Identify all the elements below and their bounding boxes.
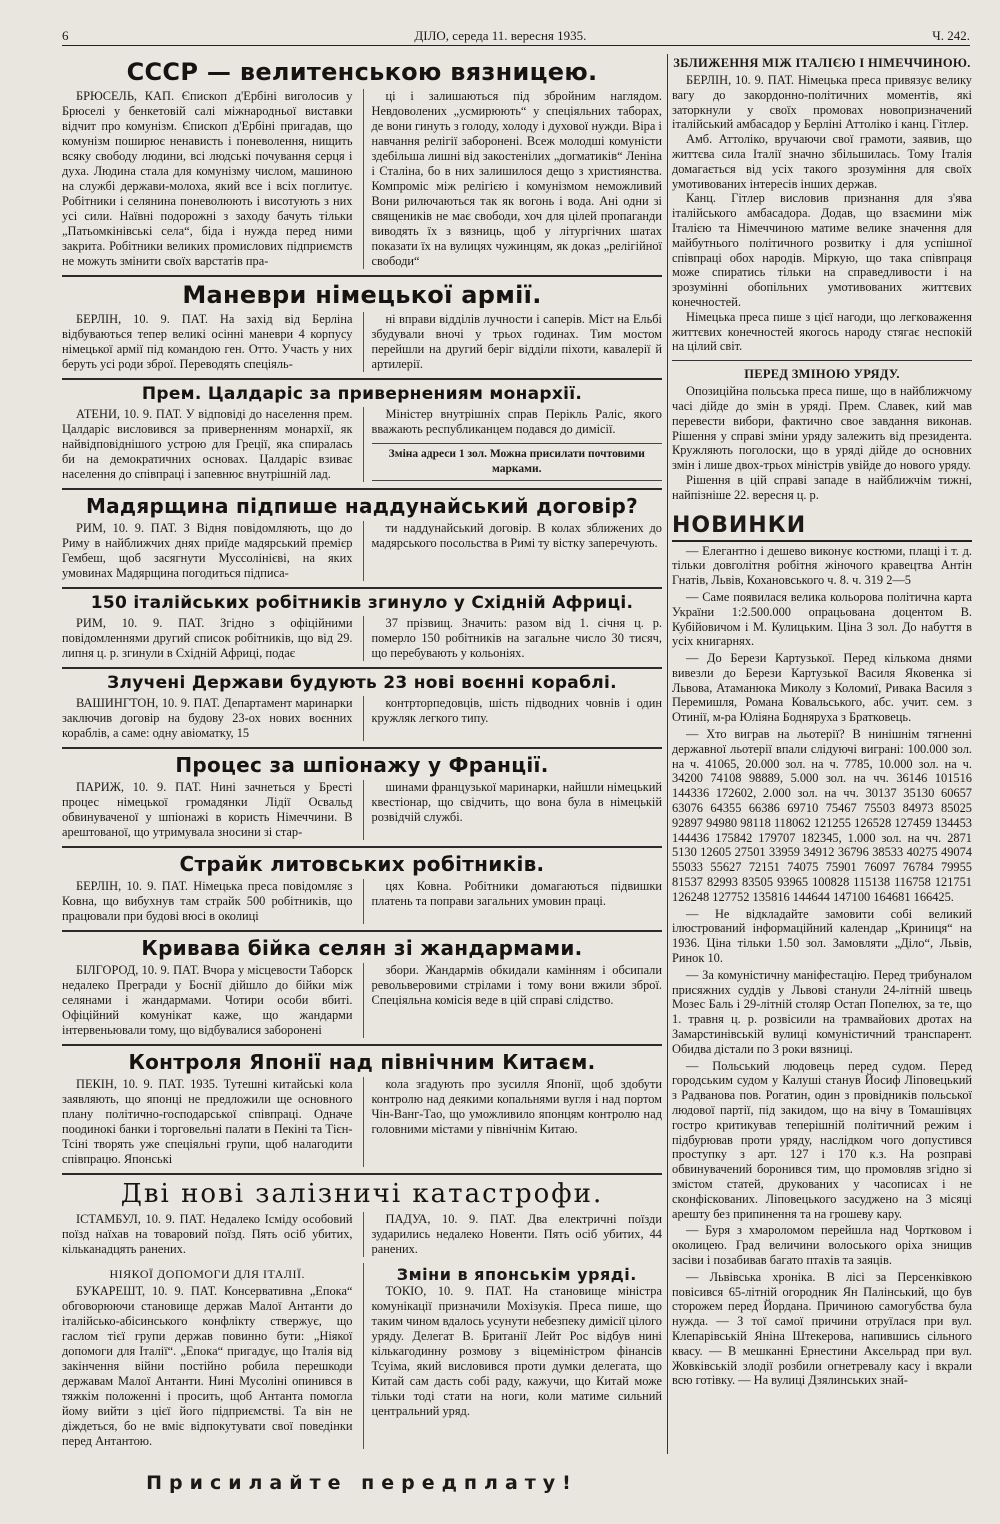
header-rule [62,45,970,46]
article-title: ПЕРЕД ЗМІНОЮ УРЯДУ. [744,367,900,382]
subscription-note: Зміна адреси 1 зол. Можна присилати почтовими марками. [372,443,663,481]
article [62,1179,662,1257]
article-text: контрторпедовців, шість підводних човнів і один кружляк легкого типу. [371,696,662,725]
news-item: — До Берези Картузької. Перед кількома днями вивезли до Берези Картузької Василя Яковенка зі Львова, Атаманюка Миколу з Коломиї, Ривака Василя з Перемишля, Романа Ковальського, абс. учит. сем. з Отинії, м-ра Юліяна Бодняруха з Братковець. [672,651,972,725]
divider [62,378,662,380]
article-title: Мадярщина підпише наддунайський договір? [85,494,639,518]
article-title: Страйк литовських робітників. [179,852,545,876]
issue-number: Ч. 242. [932,28,970,43]
article-title: Контроля Японії над північним Китаєм. [128,1050,596,1074]
article-text: Рішення в цій справі западе в найближчім тижні, найпізніше 22. вересня ц. р. [672,472,972,502]
article-text: Канц. Гітлер висловив признання для з'ява італійського амбасадора. Додав, що взаємини між Італією та Німеччиною матиме велике значення для майбутнього політичного розвитку і для успішної співпраці обох народів. Міркую, що така співпраця може спиратись тільки на справедливости і на зрозумінні обопільних умотивованих життєвих конечностей. [672,191,972,309]
article [62,58,662,269]
article-title: СССР — велитенською вязницею. [126,58,598,86]
article-title: Процес за шпіонажу у Франції. [175,753,549,777]
article-text: БЕРЛІН, 10. 9. ПАТ. Німецька преса повідомляє з Ковна, що вибухнув там страйк 500 робітників, що працювали при будові вюсі в околиці [62,879,353,923]
divider [62,667,662,669]
news-item: — Львівська хроніка. В лісі за Персенківкою повісився 65-літній огородник Ян Палінський, що був сторожем перед Йордана. Причиною самогубства була нужда. — З тої самої причини отруїлася при вул. Клепарівській Яніна Штекерова, напившись сільного квасу. — В мешканні Ернестини Аксельрад при вул. Жовківській злодії розбили огнетревалу касу і вкрали всю готівку. — На вулиці Дзялинських знай- [672,1269,972,1388]
article-text: ПЕКІН, 10. 9. ПАТ. 1935. Тутешні китайські кола заявляють, що японці не предложили ще основного плану політично-господарської співпраці. Одначе поодинокі банки і торговельні палати в Пекіні та Тієн-Тсіні творять уже спеціяльні групи, щоб налагодити співпрацю. Японські [62,1077,353,1166]
article-text: БУКАРЕШТ, 10. 9. ПАТ. Консервативна „Епока“ обговорюючи становище держав Малої Антанти до італійсько-абісинського конфлікту ствержує, що гаслом тієї групи держав повинно бути: „Ніякої допомоги для Італії“. „Епока“ пригадує, що Італія від закінчення війни постійно робила перешкоди державам Малої Антанти. Нині Мусоліні опинився в тяжкім положенні і просить, щоб Антанта помогла йому вийти з цієї його підприємстві. Та він не діждеться, бо не вміє відпокутувати свої поведінки перед Антантою. [62,1284,353,1448]
article-title: Дві нові залізничі катастрофи. [120,1179,604,1209]
news-item: — Елегантно і дешево виконує костюми, плащі і т. д. тільки довголітня робітня жіночого кравецтва Антін Гнатів, Львів, Кохановського ч. 8. ч. 319 2—5 [672,543,972,588]
side-column [672,54,972,1388]
divider [672,360,972,361]
divider [62,587,662,589]
article-text: збори. Жандармів обкидали камінням і обсипали револьверовими стрілами і тому вони вжили зброї. Спеціяльна комісія веде в цій справі слідство. [371,963,662,1007]
article [62,494,662,581]
page-header [62,28,970,44]
article-text: ці і залишаються під збройним наглядом. Невдоволених „усмирюють“ у спеціяльних таборах, де вони гинуть з голоду, холоду і духової нужди. Віра і навчання релігії заборонені. Всеж молодші комуністи здебільша лишні від закостенілих „догматиків“ Леніна і Сталіна, бо в них залишилося дещо з християнства. Компроміс між релігією і комунізмом неможливий Вони рилючаються так як вогонь і вода. Ані одни зі священиків не має свободи, хоч для цілей пропаганди виводять їх з вязниць, щоб у літургічних шатах показати їх на вулицях чужинцям, як доказ „релігійної свободи“ [371,89,662,268]
article-title: Кривава бійка селян зі жандармами. [141,936,583,960]
main-column [62,54,662,1449]
article-title: Злучені Держави будують 23 нові воєнні кораблі. [107,673,617,693]
article-text: БРЮСЕЛЬ, КАП. Єпископ д'Ербіні виголосив у Брюселі у бенкетовій салі міжнародньої виставки відчит про комунізм. Єпископ д'Ербіні пригадав, що комунізм поширює ненависть і поневолення, нищить всяку свободу людини, всі людські почування серця і духа. Людина стала для комунізму числом, машиною на службі держави-молоха, який все і всіх поглитує. Робітники і селянина поневолюють і висотують з них усі сили. Наївні подорожні з заходу бачуть тільки „Патьомкінівські села“, біда і нужда перед ними закрита. Робітники великих промислових підприємств не можуть змінити своїх варстатів пра- [62,89,353,268]
article-text: ПАРИЖ, 10. 9. ПАТ. Нині зачнеться у Бресті процес німецької громадянки Лідії Освальд обвинуваченої у шпіонажі в користь Німеччини. В арештованої, що утримувала зносини зі стар- [62,780,353,839]
article-text: ПАДУА, 10. 9. ПАТ. Два електричні поїзди зударились недалеко Новенти. Пять осіб убитих, 44 ранених. [371,1212,662,1256]
article-text: Амб. Аттоліко, вручаючи свої грамоти, заявив, що життєва сила Італії значно збільшилась. Тому Італія домагається від усіх такого зрозуміння для своїх умотивованих інтересів інших держав. [672,132,972,191]
article [62,852,662,924]
news-item: — Саме появилася велика кольорова політична карта України 1:2.500.000 опрацьована доцентом В. Кубійовичом і М. Кулицьким. Ціна 3 зол. До набуття в усіх книгарнях. [672,589,972,649]
article-text: ТОКІО, 10. 9. ПАТ. На становище міністра комунікації призначили Мохізукія. Преса пише, що таким чином вдалось усунути небезпеку димісії цілого уряду. Делегат В. Британії Лейт Рос відбув нині кількагодинну розмову з віцеміністром фінансів Тсуіма, який висловився проти думки делегата, що Китай сам дасть собі раду, кажучи, що Китай може тільки тоді стати на ноги, коли матиме сильний центральний уряд. [371,1284,662,1418]
article-text: ІСТАМБУЛ, 10. 9. ПАТ. Недалеко Ісміду особовий поїзд наїхав на товаровий поїзд. Пять осіб убитих, кільканадцять ранених. [62,1212,353,1256]
article-text: ти наддунайський договір. В колах зближених до мадярського посольства в Римі ту вістку заперечують. [371,521,662,550]
article-text: РИМ, 10. 9. ПАТ. Згідно з офіційними повідомленнями другий список робітників, що від 29. липня ц. р. згинули в Східній Африці, подає [62,616,353,660]
article [62,1050,662,1167]
article-title: Зміни в японськім уряді. [396,1265,637,1284]
lower-articles [62,1263,662,1449]
article-text: АТЕНИ, 10. 9. ПАТ. У відповіді до населення прем. Цалдаріс висловився за приверненням монархії, як найвідповіднішого устрою для Греції, яка спиралась би на демократичних основах. Цалдаріс взиває населення до співпраці і запевнює внутрішній лад. [62,407,353,481]
article-title: Прем. Цалдаріс за привернениям монархії. [141,384,583,404]
article-text: кола згадують про зусилля Японії, щоб здобути контролю над деякими копальнями вугля і над портом Чін-Ванг-Тао, що уможливило японцям контролю над головними містами у північнім Китаю. [371,1077,662,1136]
article-text: РИМ, 10. 9. ПАТ. З Відня повідомляють, що до Риму в найближчих днях приїде мадярський премієр Гембеш, щоб засягнути Муссолінієві, на яких умовинах Мадярщина погодиться підписа- [62,521,353,580]
divider [62,1173,662,1175]
article-text: 37 прізвищ. Значить: разом від 1. січня ц. р. померло 150 робітників на загальне число 30 тисяч, що перебувають у кольоніях. [371,616,662,660]
divider [62,488,662,490]
article-text: шинами французької маринарки, найшли німецький квестіонар, що свідчить, що вона була в німецькій розвідчій службі. [371,780,662,824]
divider [62,1044,662,1046]
divider [62,747,662,749]
article [62,673,662,741]
news-item: — За комуністичну маніфестацію. Перед трибуналом присяжних суддів у Львові станули 24-літній швець Мозес Баль і 29-літній столяр Остап Попелюх, за те, що 1. травня ц. р. розвісили на трамвайових дротах на Замарстинівській вулиці комуністичний транспарент. Обидва дістали по 3 роки вязниці. [672,967,972,1056]
article-text: ВАШИНГТОН, 10. 9. ПАТ. Департамент маринарки заключив договір на будову 23-ох нових воєнних кораблів, а саме: одну авіоматку, 15 [62,696,353,740]
article [62,384,662,482]
subscription-banner: Присилайте передплату! [146,1472,578,1494]
news-item: — Буря з хмароломом перейшла над Чортковом і околицею. Град величини волоського оріха знищив засіви і позабивав багато птахів та заяців. [672,1223,972,1267]
article [62,593,662,661]
news-section-title: НОВИНКИ [672,513,972,542]
article-text: БЕРЛІН, 10. 9. ПАТ. На захід від Берліна відбуваються тепер великі осінні маневри 4 корпусу німецької армії під командою ген. Отто. Участь у них беруть усі роди зброї. Переводять спеціяль- [62,312,353,371]
news-item: — Хто виграв на льотерії? В нинішнім тягненні державної льотерії впали слідуючі виграні: 100.000 зол. на ч. 41065, 20.000 зол. на ч. 7785, 10.000 зол. на ч. 34200 74108 98889, 5.000 зол. на чч. 36146 101516 144336 172602, 2.000 зол. на чч. 30137 35130 60657 63076 64355 66386 69710 75467 75503 84973 85025 92897 94980 98118 118062 121255 126528 127459 134453 144436 175842 179707 182345, 1.000 зол. на чч. 2871 5130 12605 27501 33959 34912 36796 38533 40275 49074 55033 55627 72151 74075 75901 76097 76784 79955 81537 82993 83505 93965 100828 115138 116758 121751 126248 127752 135816 144644 147100 164681 166425. [672,727,972,904]
page-number: 6 [62,28,69,43]
article-text: БІЛГОРОД, 10. 9. ПАТ. Вчора у місцевости Таборск недалеко Прегради у Боснії дійшло до бійки між селянами і жандармами. Чотири особи вбиті. Офіційний комунікат каже, що жандарми інтервеньювали тому, що відбувалися заборонені [62,963,353,1037]
article [62,936,662,1038]
news-item: — Не відкладайте замовити собі великий ілюстрований інформаційний календар „Криниця“ на 1936. Ціна тільки 1.50 зол. Замовляти „Діло“, Львів, Ринок 10. [672,906,972,966]
column-rule [667,54,668,1454]
article [62,281,662,372]
article-title: 150 італійських робітників згинуло у Східній Африці. [90,593,634,613]
news-item: — Польський людовець перед судом. Перед городським судом у Калуші станув Йосиф Ліповецький з Радванова пов. Рогатин, один з провідників польської людової партії, під закидом, що на вічу в Томашівцях гостро критикував теперішній політичний режим і підбурював проти уряду, наслідком чого допустився проступку з арт. 127 і 170 к.з. На розправі обвинувачений боронився тим, що промовляв згідно зі змістом статей, друкованих у часописах і не сконфіскованих. Ліповецького засуджено на 3 місяці арешту без припинення та на грошеву кару. [672,1058,972,1221]
article-text: цях Ковна. Робітники домагаються підвишки платень та поправи загальних умовин праці. [371,879,662,908]
article-title: ЗБЛИЖЕННЯ МІЖ ІТАЛІЄЮ І НІМЕЧЧИНОЮ. [673,56,971,70]
article-title: НІЯКОЇ ДОПОМОГИ ДЛЯ ІТАЛІЇ. [109,1267,305,1281]
divider [62,846,662,848]
divider [62,275,662,277]
article-text: Опозиційна польська преса пише, що в найближчому часі дійде до змін в уряді. Прем. Славек, кий мав перевести вибори, фактично свое завдання виконав. Рішення у справі зміни уряду залежить від президента. Кружляють поголоски, що в уряді дійде до основних змін і лише двох-трьох міністрів увійде до нового уряду. [672,384,972,473]
divider [62,930,662,932]
article-title: Маневри німецької армії. [182,281,542,309]
article-text: БЕРЛІН, 10. 9. ПАТ. Німецька преса привязує велику вагу до закордонно-політичних моментів, які заторкнули у своїх промовах новопризначений італійський амбасадор у Берліні Аттоліко і канц. Гітлер. [672,73,972,132]
masthead: ДІЛО, середа 11. вересня 1935. [414,28,587,43]
article-text: ні вправи відділів лучности і саперів. Міст на Ельбі збудували вночі у трьох годинах. Тим мостом перейшли на другий беріг відділи піхоти, кавалерії й артилерії. [371,312,662,371]
article-text: Міністер внутрішніх справ Перікль Раліс, якого вважають республиканцем подався до димісії. [371,407,662,436]
article [62,753,662,840]
article-text: Німецька преса пише з цієї нагоди, що легковаження життєвих конечностей якогось народу стягає неспокій на цілий світ. [672,309,972,354]
